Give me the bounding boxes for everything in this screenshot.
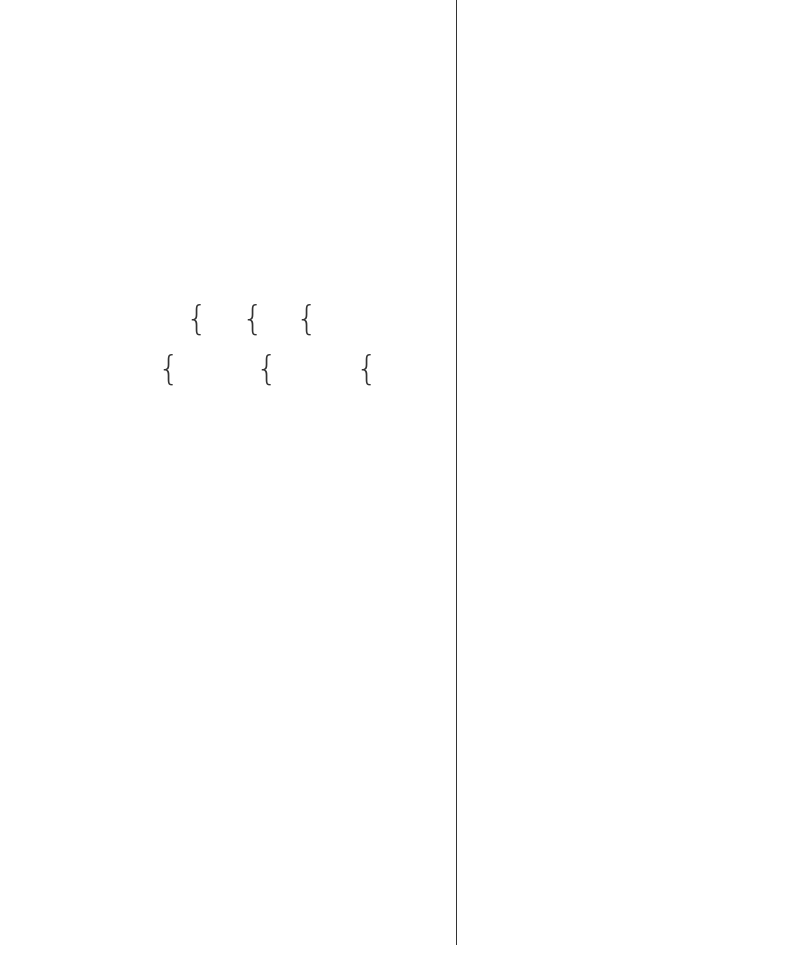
brace: { xyxy=(356,349,378,389)
column-divider xyxy=(456,0,457,945)
brace: { xyxy=(242,299,264,339)
brace: { xyxy=(296,299,318,339)
brace: { xyxy=(256,349,278,389)
brace: { xyxy=(186,299,208,339)
brace: { xyxy=(158,349,180,389)
